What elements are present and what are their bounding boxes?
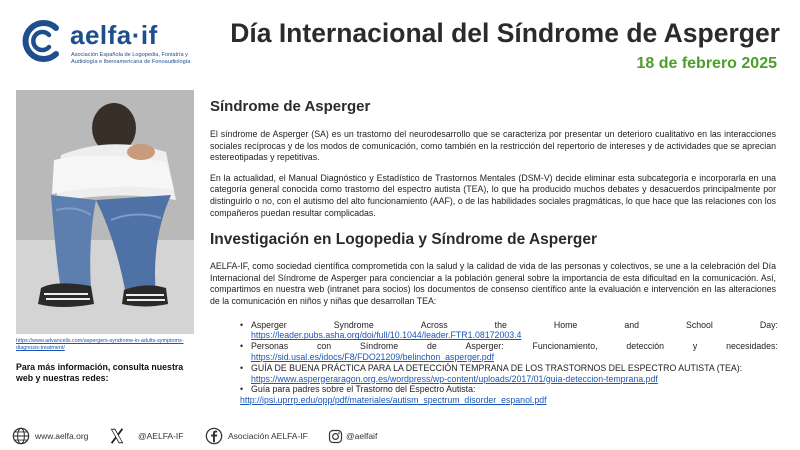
reference-list — [240, 320, 778, 406]
social-footer — [12, 425, 572, 447]
footer-instagram[interactable] — [328, 425, 377, 447]
person-sitting-illustration — [16, 90, 194, 334]
reference-link[interactable]: https://sid.usal.es/idocs/F8/FDO21209/belinchon_asperger.pdf — [251, 351, 495, 362]
list-item — [240, 320, 778, 342]
footer-web-text: www.aelfa.org — [35, 431, 89, 441]
footer-x-text: @AELFA-IF — [138, 431, 184, 441]
reference-word: y — [692, 341, 698, 352]
reference-word: Home — [553, 319, 578, 330]
reference-word: the — [494, 319, 507, 330]
footer-facebook[interactable] — [205, 425, 308, 447]
more-info-text: Para más información, consulta nuestra web y nuestras redes: — [16, 362, 184, 383]
aelfa-logo — [16, 16, 206, 76]
list-item — [240, 363, 778, 385]
paragraph-dsm: En la actualidad, el Manual Diagnóstico y Estadístico de Trastornos Mentales (DSM-V) decide eliminar esta subcategoría e incorporarla en una categoría general conocida como trastorno del espectro autista (TEA), lo que ha producido muchos debates y desacuerdos principalmente por distinguirlo o no, con el autismo del alto funcionamiento (AAF), o de las habilidades sociales pragmáticas, lo que hace que las relaciones con los compañeros puedan resultar complicadas. — [210, 172, 776, 218]
reference-word: Asperger: — [465, 341, 504, 352]
facebook-icon — [205, 427, 223, 445]
reference-word: Funcionamiento, — [532, 341, 598, 352]
reference-title: • GUÍA DE BUENA PRÁCTICA PARA LA DETECCIÓN TEMPRANA DE LOS TRASTORNOS DEL ESPECTRO AUTISTA (TEA): — [251, 362, 743, 373]
main-content — [210, 98, 776, 406]
footer-instagram-text: @aelfaif — [346, 431, 378, 441]
footer-facebook-text: Asociación AELFA-IF — [228, 431, 308, 441]
list-item — [240, 341, 778, 363]
list-item — [240, 384, 778, 406]
section-heading-asperger: Síndrome de Asperger — [210, 98, 371, 115]
reference-word: • Personas — [251, 341, 289, 352]
photo-source-link[interactable]: https://www.advancells.com/aspergers-syndrome-in-adults-symptoms-diagnosis-treatment/ — [16, 338, 184, 351]
event-date: 18 de febrero 2025 — [636, 55, 777, 72]
brand-subtitle: Asociación Española de Logopedia, Foniatría y Audiología e Iberoamericana de Fonoaudiología — [71, 52, 191, 65]
section-heading-investigacion: Investigación en Logopedia y Síndrome de Asperger — [210, 231, 598, 249]
reference-title — [251, 341, 778, 352]
footer-web[interactable] — [12, 425, 88, 447]
globe-icon — [12, 427, 30, 445]
brand-name: aelfa·if — [70, 20, 158, 50]
reference-word: detección — [626, 341, 665, 352]
reference-title: • Guía para padres sobre el Trastorno del Espectro Autista: — [251, 384, 476, 395]
reference-word: con — [316, 341, 332, 352]
aelfa-logo-mark-icon — [16, 16, 66, 66]
footer-x[interactable] — [108, 425, 183, 447]
reference-word: Day: — [759, 319, 778, 330]
reference-word: Across — [420, 319, 448, 330]
paragraph-definition: El síndrome de Asperger (SA) es un trastorno del neurodesarrollo que se caracteriza por presentar un deterioro cualitativo en las interacciones sociales recíprocas y de los modos de comunicación, como también en la restricción del repertorio de intereses y de actividades que se aprecian estereotipadas y repetitivas. — [210, 129, 776, 163]
x-logo-icon — [108, 427, 126, 445]
reference-word: Síndrome — [359, 341, 399, 352]
hero-photo — [16, 90, 194, 334]
reference-word: necesidades: — [726, 341, 778, 352]
reference-link[interactable]: https://www.aspergeraragon.org.es/wordpress/wp-content/uploads/2017/01/guia-deteccion-temprana.pdf — [251, 373, 658, 384]
reference-word: School — [685, 319, 713, 330]
instagram-icon — [328, 429, 343, 444]
reference-word: • Asperger — [251, 319, 287, 330]
reference-word: de — [426, 341, 437, 352]
reference-word: Syndrome — [333, 319, 374, 330]
reference-link[interactable]: http://ipsi.uprrp.edu/opp/pdf/materiales/autism_spectrum_disorder_espanol.pdf — [240, 395, 547, 406]
reference-word: and — [624, 319, 639, 330]
reference-title — [251, 320, 778, 331]
paragraph-aelfa: AELFA-IF, como sociedad científica comprometida con la salud y la calidad de vida de las personas y colectivos, se une a la celebración del Día Internacional del Síndrome de Asperger para concienciar a la población general sobre la importancia de esta dificultad en la comunicación. Así, compartimos en nuestra web (intranet para socios) los documentos de consenso científico ante la evaluación e intervención en las alteraciones de la comunicación en niños y niñas que desarrollan TEA: — [210, 261, 776, 306]
reference-link[interactable]: https://leader.pubs.asha.org/doi/full/10.1044/leader.FTR1.08172003.4 — [251, 330, 522, 341]
page-title: Día Internacional del Síndrome de Asperger — [230, 18, 780, 48]
